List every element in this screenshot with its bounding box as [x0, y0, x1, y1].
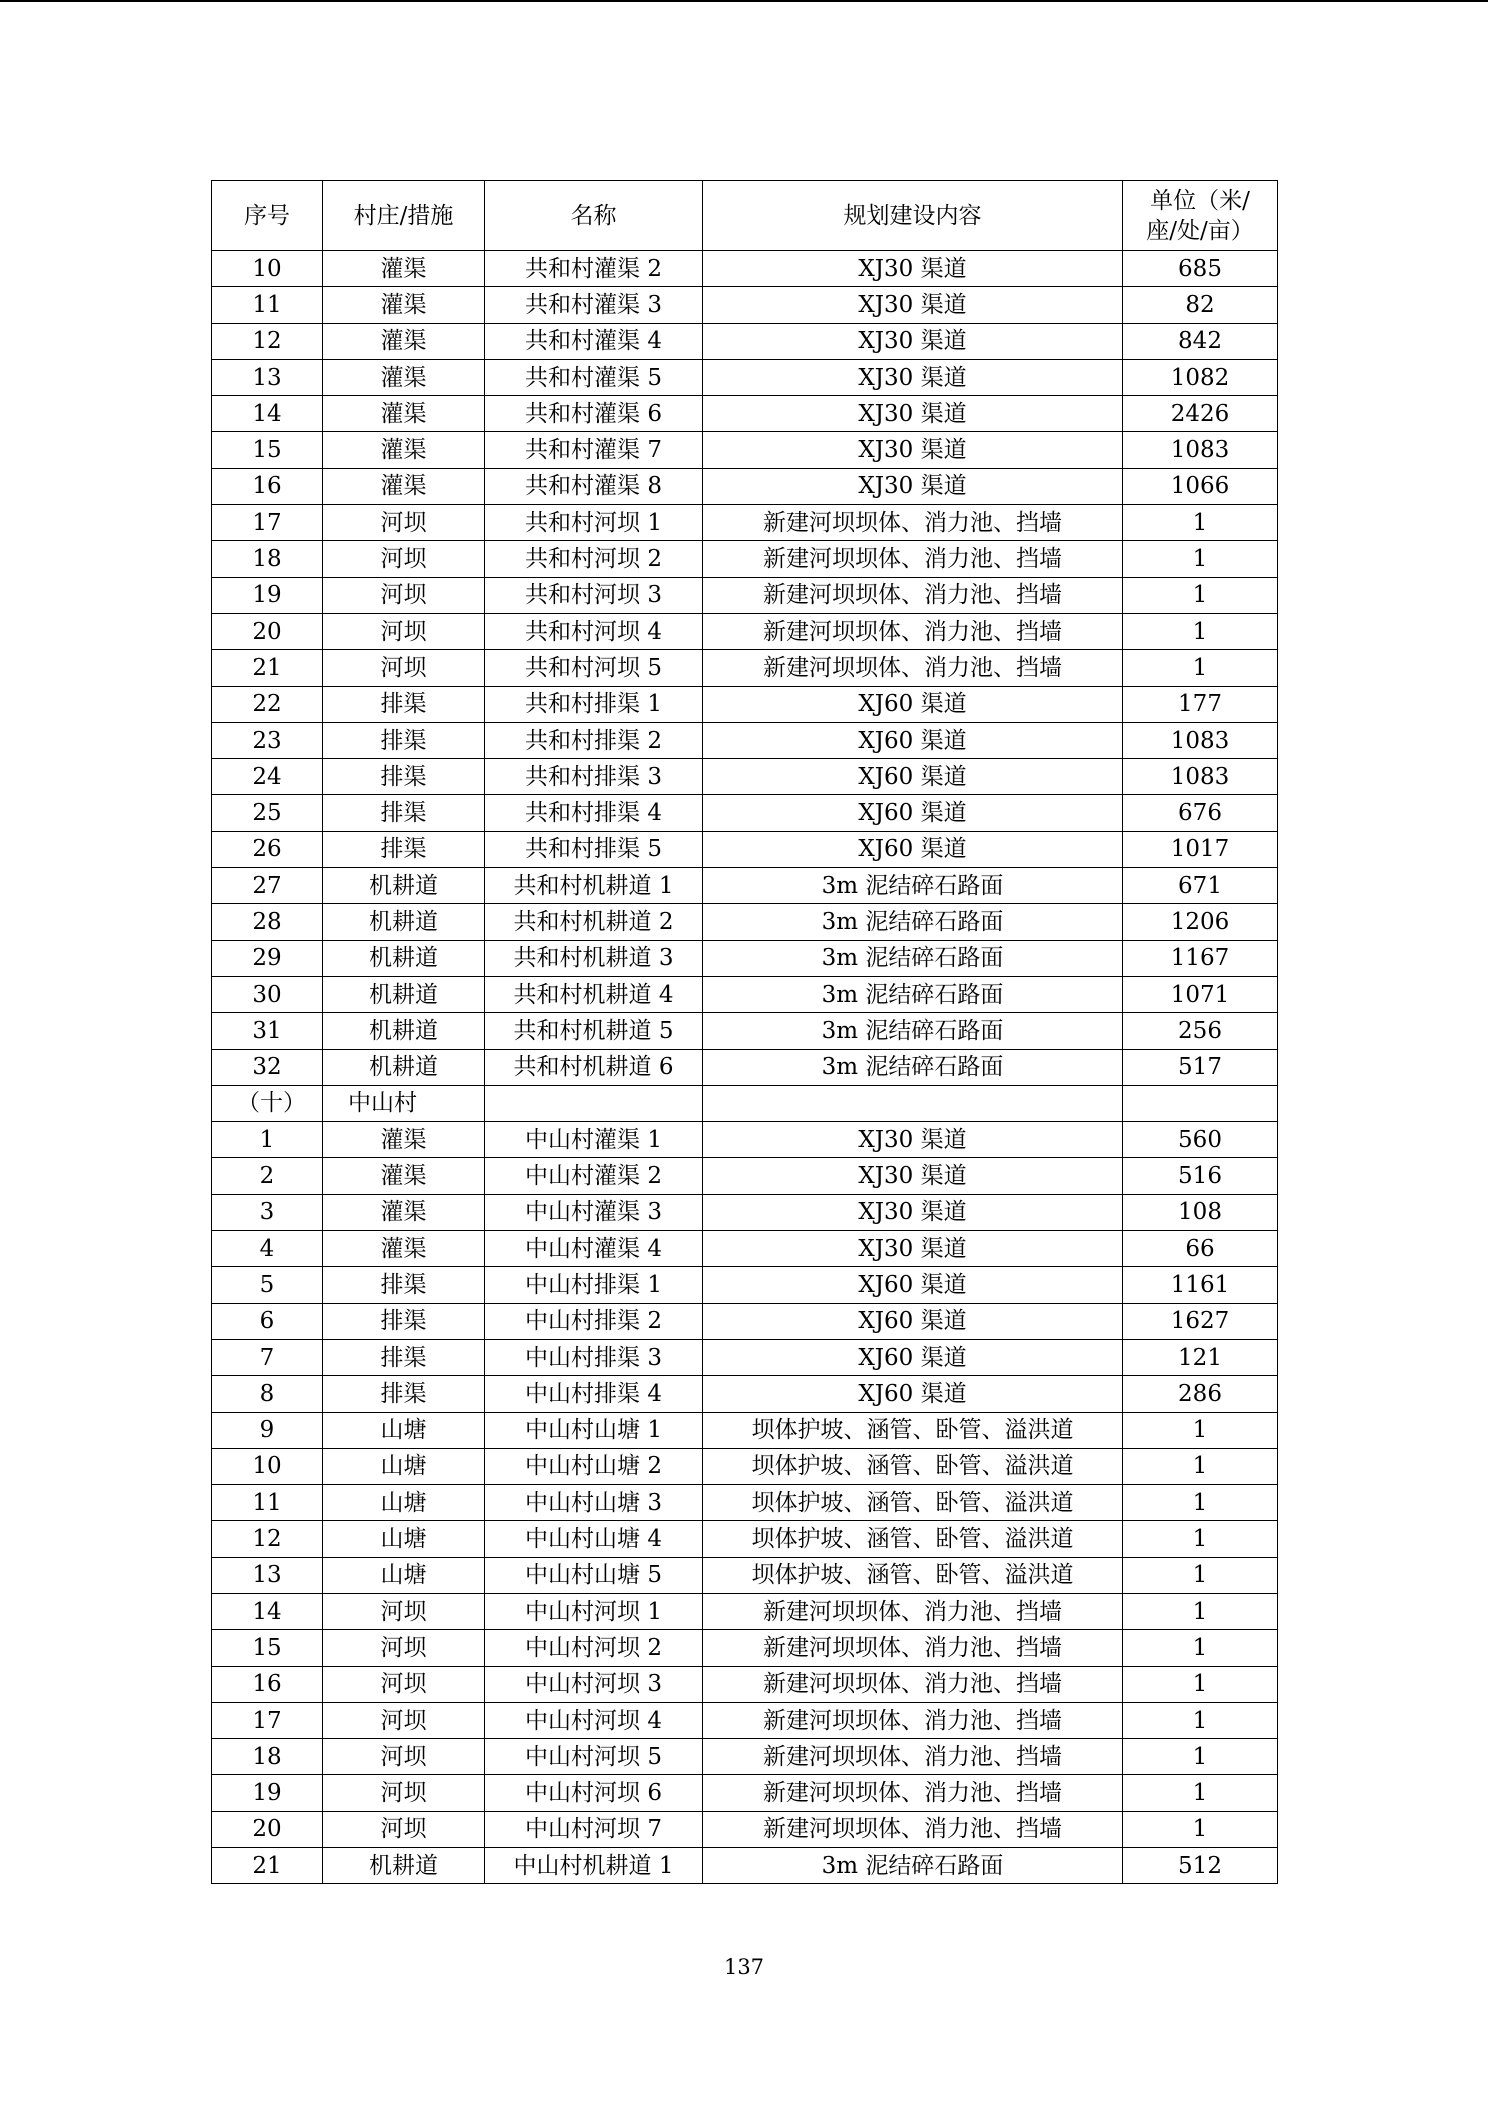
cell-index: 27: [212, 868, 323, 904]
cell-name: 共和村灌渠 7: [485, 432, 703, 468]
table-row: [212, 868, 1278, 904]
cell-value: 1083: [1123, 432, 1278, 468]
cell-village: 排渠: [323, 722, 485, 758]
cell-content: XJ60 渠道: [703, 1339, 1123, 1375]
cell-name: 共和村排渠 1: [485, 686, 703, 722]
cell-value: 1082: [1123, 359, 1278, 395]
table-row: [212, 1593, 1278, 1629]
cell-value: 1: [1123, 505, 1278, 541]
cell-value: 1: [1123, 650, 1278, 686]
cell-value: 512: [1123, 1848, 1278, 1884]
cell-name: 共和村排渠 3: [485, 759, 703, 795]
cell-index: 13: [212, 359, 323, 395]
cell-village: 机耕道: [323, 904, 485, 940]
cell-index: 32: [212, 1049, 323, 1085]
header-content: 规划建设内容: [703, 181, 1123, 251]
cell-index: 29: [212, 940, 323, 976]
cell-village: 灌渠: [323, 432, 485, 468]
cell-value: 1: [1123, 1557, 1278, 1593]
cell-value: 1: [1123, 1811, 1278, 1847]
cell-content: XJ30 渠道: [703, 1122, 1123, 1158]
cell-village: 河坝: [323, 505, 485, 541]
cell-name: 共和村灌渠 5: [485, 359, 703, 395]
cell-value: 516: [1123, 1158, 1278, 1194]
cell-index: 18: [212, 541, 323, 577]
cell-content: 新建河坝坝体、消力池、挡墙: [703, 1630, 1123, 1666]
cell-name: 中山村山塘 5: [485, 1557, 703, 1593]
cell-content: XJ60 渠道: [703, 686, 1123, 722]
cell-content: 坝体护坡、涵管、卧管、溢洪道: [703, 1557, 1123, 1593]
cell-name: 共和村河坝 2: [485, 541, 703, 577]
cell-name: 共和村河坝 5: [485, 650, 703, 686]
cell-village: 灌渠: [323, 1194, 485, 1230]
cell-village: 灌渠: [323, 359, 485, 395]
table-row: [212, 1775, 1278, 1811]
cell-index: 30: [212, 976, 323, 1012]
table-row: [212, 795, 1278, 831]
cell-village: 河坝: [323, 1739, 485, 1775]
cell-name: 中山村河坝 1: [485, 1593, 703, 1629]
cell-content: 坝体护坡、涵管、卧管、溢洪道: [703, 1485, 1123, 1521]
cell-index: 15: [212, 432, 323, 468]
cell-content: 3m 泥结碎石路面: [703, 976, 1123, 1012]
cell-village: 机耕道: [323, 940, 485, 976]
cell-index: 6: [212, 1303, 323, 1339]
cell-value: 82: [1123, 287, 1278, 323]
table-row: [212, 541, 1278, 577]
cell-content: XJ30 渠道: [703, 1194, 1123, 1230]
cell-name: 中山村河坝 5: [485, 1739, 703, 1775]
cell-index: 5: [212, 1267, 323, 1303]
cell-village: 灌渠: [323, 1122, 485, 1158]
cell-village: 山塘: [323, 1521, 485, 1557]
cell-value: 1: [1123, 1775, 1278, 1811]
table-row: [212, 251, 1278, 287]
cell-village: 机耕道: [323, 1848, 485, 1884]
cell-value: 1161: [1123, 1267, 1278, 1303]
cell-content: 3m 泥结碎石路面: [703, 1049, 1123, 1085]
cell-name: 中山村排渠 3: [485, 1339, 703, 1375]
cell-content: 3m 泥结碎石路面: [703, 1013, 1123, 1049]
cell-value: 676: [1123, 795, 1278, 831]
table-row: [212, 577, 1278, 613]
cell-index: 20: [212, 1811, 323, 1847]
cell-village: 河坝: [323, 541, 485, 577]
cell-value: 1: [1123, 1412, 1278, 1448]
table-row: [212, 505, 1278, 541]
table-row: [212, 759, 1278, 795]
cell-index: 16: [212, 468, 323, 504]
cell-village: 灌渠: [323, 251, 485, 287]
cell-value: 1627: [1123, 1303, 1278, 1339]
cell-index: 16: [212, 1666, 323, 1702]
cell-name: 中山村灌渠 3: [485, 1194, 703, 1230]
header-index: 序号: [212, 181, 323, 251]
cell-value: 286: [1123, 1376, 1278, 1412]
cell-content: XJ60 渠道: [703, 722, 1123, 758]
cell-content: XJ60 渠道: [703, 759, 1123, 795]
cell-index: 18: [212, 1739, 323, 1775]
table-body: [212, 251, 1278, 1884]
table-row: [212, 831, 1278, 867]
cell-index: 20: [212, 613, 323, 649]
cell-content: 新建河坝坝体、消力池、挡墙: [703, 577, 1123, 613]
cell-value: 1: [1123, 1630, 1278, 1666]
cell-village: 山塘: [323, 1448, 485, 1484]
table-row: [212, 722, 1278, 758]
table-row: [212, 287, 1278, 323]
table-row: [212, 1158, 1278, 1194]
table-row: [212, 323, 1278, 359]
cell-village: 灌渠: [323, 1231, 485, 1267]
cell-content: XJ60 渠道: [703, 831, 1123, 867]
table-row: [212, 432, 1278, 468]
cell-index: 19: [212, 1775, 323, 1811]
cell-village: 机耕道: [323, 868, 485, 904]
table-header: [212, 181, 1278, 251]
cell-village: 山塘: [323, 1412, 485, 1448]
cell-content: 3m 泥结碎石路面: [703, 904, 1123, 940]
cell-village: 灌渠: [323, 1158, 485, 1194]
cell-index: 17: [212, 505, 323, 541]
cell-content: 新建河坝坝体、消力池、挡墙: [703, 541, 1123, 577]
cell-village: 河坝: [323, 1593, 485, 1629]
table-row: [212, 1811, 1278, 1847]
cell-content: XJ30 渠道: [703, 432, 1123, 468]
table-row: [212, 1739, 1278, 1775]
cell-index: 31: [212, 1013, 323, 1049]
table-row: [212, 904, 1278, 940]
cell-content: XJ30 渠道: [703, 1231, 1123, 1267]
cell-value: 1: [1123, 1702, 1278, 1738]
table-row: [212, 1303, 1278, 1339]
cell-name: 中山村山塘 2: [485, 1448, 703, 1484]
cell-value: 842: [1123, 323, 1278, 359]
cell-index: 8: [212, 1376, 323, 1412]
cell-content: XJ30 渠道: [703, 359, 1123, 395]
cell-village: 排渠: [323, 759, 485, 795]
cell-value: 1: [1123, 1485, 1278, 1521]
cell-content: 新建河坝坝体、消力池、挡墙: [703, 613, 1123, 649]
cell-value: 1: [1123, 1521, 1278, 1557]
cell-index: 23: [212, 722, 323, 758]
cell-content: 3m 泥结碎石路面: [703, 940, 1123, 976]
cell-index: 7: [212, 1339, 323, 1375]
table-row: [212, 1194, 1278, 1230]
cell-content: XJ30 渠道: [703, 251, 1123, 287]
header-unit-line2: 座/处/亩）: [1146, 217, 1254, 244]
cell-value: 1066: [1123, 468, 1278, 504]
cell-content: 新建河坝坝体、消力池、挡墙: [703, 1666, 1123, 1702]
cell-value: 1: [1123, 1593, 1278, 1629]
cell-village: 机耕道: [323, 976, 485, 1012]
cell-name: 共和村排渠 4: [485, 795, 703, 831]
cell-value: 517: [1123, 1049, 1278, 1085]
cell-name: 共和村灌渠 8: [485, 468, 703, 504]
section-index: （十）: [212, 1085, 323, 1121]
cell-name: 中山村灌渠 2: [485, 1158, 703, 1194]
table-row: [212, 650, 1278, 686]
cell-value: 1: [1123, 1666, 1278, 1702]
table-row: [212, 976, 1278, 1012]
table-row: [212, 940, 1278, 976]
cell-village: 山塘: [323, 1557, 485, 1593]
table-row: [212, 468, 1278, 504]
cell-value: 1: [1123, 1739, 1278, 1775]
cell-name: 共和村机耕道 2: [485, 904, 703, 940]
cell-name: 中山村河坝 6: [485, 1775, 703, 1811]
cell-name: 共和村灌渠 6: [485, 396, 703, 432]
cell-name: 共和村机耕道 6: [485, 1049, 703, 1085]
cell-content: 新建河坝坝体、消力池、挡墙: [703, 1811, 1123, 1847]
cell-village: 河坝: [323, 1775, 485, 1811]
cell-name: 共和村排渠 2: [485, 722, 703, 758]
header-row: [212, 181, 1278, 251]
cell-index: 15: [212, 1630, 323, 1666]
cell-value: 108: [1123, 1194, 1278, 1230]
cell-village: 河坝: [323, 1630, 485, 1666]
cell-index: 11: [212, 287, 323, 323]
cell-name: 中山村灌渠 1: [485, 1122, 703, 1158]
cell-index: 13: [212, 1557, 323, 1593]
table-row: [212, 1339, 1278, 1375]
section-row: [212, 1085, 1278, 1121]
cell-value: 1: [1123, 1448, 1278, 1484]
cell-village: 排渠: [323, 686, 485, 722]
cell-index: 12: [212, 1521, 323, 1557]
cell-name: 共和村河坝 1: [485, 505, 703, 541]
cell-name: 共和村灌渠 2: [485, 251, 703, 287]
empty-cell: [703, 1085, 1123, 1121]
cell-content: 3m 泥结碎石路面: [703, 868, 1123, 904]
cell-value: 256: [1123, 1013, 1278, 1049]
cell-name: 中山村山塘 3: [485, 1485, 703, 1521]
table-row: [212, 1448, 1278, 1484]
page-number: 137: [723, 1955, 765, 1979]
cell-index: 2: [212, 1158, 323, 1194]
cell-value: 66: [1123, 1231, 1278, 1267]
cell-name: 中山村排渠 2: [485, 1303, 703, 1339]
table-row: [212, 1013, 1278, 1049]
cell-village: 机耕道: [323, 1013, 485, 1049]
cell-value: 1206: [1123, 904, 1278, 940]
table-row: [212, 1848, 1278, 1884]
table-row: [212, 686, 1278, 722]
cell-content: 新建河坝坝体、消力池、挡墙: [703, 1702, 1123, 1738]
cell-value: 560: [1123, 1122, 1278, 1158]
cell-name: 共和村机耕道 1: [485, 868, 703, 904]
cell-village: 山塘: [323, 1485, 485, 1521]
table-row: [212, 1702, 1278, 1738]
cell-name: 中山村山塘 1: [485, 1412, 703, 1448]
cell-value: 121: [1123, 1339, 1278, 1375]
table-row: [212, 359, 1278, 395]
cell-village: 排渠: [323, 1303, 485, 1339]
cell-content: 新建河坝坝体、消力池、挡墙: [703, 1739, 1123, 1775]
cell-value: 1083: [1123, 722, 1278, 758]
empty-cell: [1123, 1085, 1278, 1121]
cell-name: 中山村河坝 3: [485, 1666, 703, 1702]
cell-name: 共和村机耕道 5: [485, 1013, 703, 1049]
cell-value: 1017: [1123, 831, 1278, 867]
cell-village: 机耕道: [323, 1049, 485, 1085]
table-row: [212, 1521, 1278, 1557]
cell-content: XJ30 渠道: [703, 396, 1123, 432]
header-name: 名称: [485, 181, 703, 251]
table-row: [212, 1630, 1278, 1666]
cell-value: 1: [1123, 577, 1278, 613]
cell-index: 21: [212, 650, 323, 686]
cell-content: 3m 泥结碎石路面: [703, 1848, 1123, 1884]
cell-village: 排渠: [323, 1376, 485, 1412]
cell-name: 中山村河坝 7: [485, 1811, 703, 1847]
cell-name: 共和村机耕道 3: [485, 940, 703, 976]
table-row: [212, 1049, 1278, 1085]
cell-name: 共和村灌渠 3: [485, 287, 703, 323]
cell-content: XJ30 渠道: [703, 287, 1123, 323]
cell-name: 共和村机耕道 4: [485, 976, 703, 1012]
cell-village: 河坝: [323, 613, 485, 649]
cell-value: 177: [1123, 686, 1278, 722]
cell-value: 1: [1123, 613, 1278, 649]
cell-index: 4: [212, 1231, 323, 1267]
cell-content: XJ60 渠道: [703, 795, 1123, 831]
table-row: [212, 1485, 1278, 1521]
cell-name: 中山村排渠 1: [485, 1267, 703, 1303]
cell-content: XJ30 渠道: [703, 468, 1123, 504]
cell-name: 中山村河坝 2: [485, 1630, 703, 1666]
cell-value: 1167: [1123, 940, 1278, 976]
cell-name: 共和村排渠 5: [485, 831, 703, 867]
cell-index: 26: [212, 831, 323, 867]
cell-content: 新建河坝坝体、消力池、挡墙: [703, 1593, 1123, 1629]
cell-content: 新建河坝坝体、消力池、挡墙: [703, 1775, 1123, 1811]
cell-village: 灌渠: [323, 323, 485, 359]
cell-index: 1: [212, 1122, 323, 1158]
cell-name: 共和村灌渠 4: [485, 323, 703, 359]
cell-name: 共和村河坝 3: [485, 577, 703, 613]
cell-village: 河坝: [323, 1702, 485, 1738]
cell-name: 中山村灌渠 4: [485, 1231, 703, 1267]
cell-index: 22: [212, 686, 323, 722]
cell-index: 11: [212, 1485, 323, 1521]
cell-content: XJ30 渠道: [703, 323, 1123, 359]
cell-village: 排渠: [323, 831, 485, 867]
cell-name: 中山村山塘 4: [485, 1521, 703, 1557]
cell-index: 10: [212, 251, 323, 287]
cell-name: 中山村机耕道 1: [485, 1848, 703, 1884]
cell-content: XJ60 渠道: [703, 1376, 1123, 1412]
cell-value: 1071: [1123, 976, 1278, 1012]
cell-name: 中山村排渠 4: [485, 1376, 703, 1412]
cell-value: 1: [1123, 541, 1278, 577]
cell-index: 28: [212, 904, 323, 940]
cell-index: 19: [212, 577, 323, 613]
cell-village: 排渠: [323, 1339, 485, 1375]
empty-cell: [485, 1085, 703, 1121]
header-unit: [1123, 181, 1278, 251]
table-row: [212, 1267, 1278, 1303]
cell-village: 灌渠: [323, 287, 485, 323]
cell-content: XJ60 渠道: [703, 1267, 1123, 1303]
cell-index: 12: [212, 323, 323, 359]
table-row: [212, 1666, 1278, 1702]
header-village: 村庄/措施: [323, 181, 485, 251]
cell-content: 新建河坝坝体、消力池、挡墙: [703, 505, 1123, 541]
cell-index: 21: [212, 1848, 323, 1884]
cell-content: 坝体护坡、涵管、卧管、溢洪道: [703, 1448, 1123, 1484]
cell-value: 685: [1123, 251, 1278, 287]
page-top-border: [0, 0, 1488, 2]
cell-index: 24: [212, 759, 323, 795]
planning-table: [211, 180, 1278, 1884]
cell-village: 排渠: [323, 795, 485, 831]
cell-village: 河坝: [323, 1666, 485, 1702]
cell-index: 14: [212, 396, 323, 432]
table-row: [212, 1557, 1278, 1593]
cell-index: 17: [212, 1702, 323, 1738]
table-row: [212, 613, 1278, 649]
cell-village: 灌渠: [323, 468, 485, 504]
cell-content: XJ60 渠道: [703, 1303, 1123, 1339]
cell-village: 河坝: [323, 577, 485, 613]
table-row: [212, 396, 1278, 432]
cell-name: 共和村河坝 4: [485, 613, 703, 649]
cell-name: 中山村河坝 4: [485, 1702, 703, 1738]
cell-content: XJ30 渠道: [703, 1158, 1123, 1194]
table-row: [212, 1231, 1278, 1267]
cell-value: 1083: [1123, 759, 1278, 795]
cell-village: 灌渠: [323, 396, 485, 432]
cell-village: 河坝: [323, 650, 485, 686]
cell-index: 10: [212, 1448, 323, 1484]
cell-index: 14: [212, 1593, 323, 1629]
cell-index: 3: [212, 1194, 323, 1230]
table-row: [212, 1412, 1278, 1448]
cell-index: 9: [212, 1412, 323, 1448]
cell-content: 新建河坝坝体、消力池、挡墙: [703, 650, 1123, 686]
cell-village: 河坝: [323, 1811, 485, 1847]
cell-value: 2426: [1123, 396, 1278, 432]
cell-village: 排渠: [323, 1267, 485, 1303]
cell-value: 671: [1123, 868, 1278, 904]
cell-index: 25: [212, 795, 323, 831]
section-village: 中山村: [323, 1085, 485, 1121]
cell-content: 坝体护坡、涵管、卧管、溢洪道: [703, 1521, 1123, 1557]
header-unit-line1: 单位（米/: [1150, 187, 1250, 214]
cell-content: 坝体护坡、涵管、卧管、溢洪道: [703, 1412, 1123, 1448]
table-row: [212, 1376, 1278, 1412]
table-row: [212, 1122, 1278, 1158]
